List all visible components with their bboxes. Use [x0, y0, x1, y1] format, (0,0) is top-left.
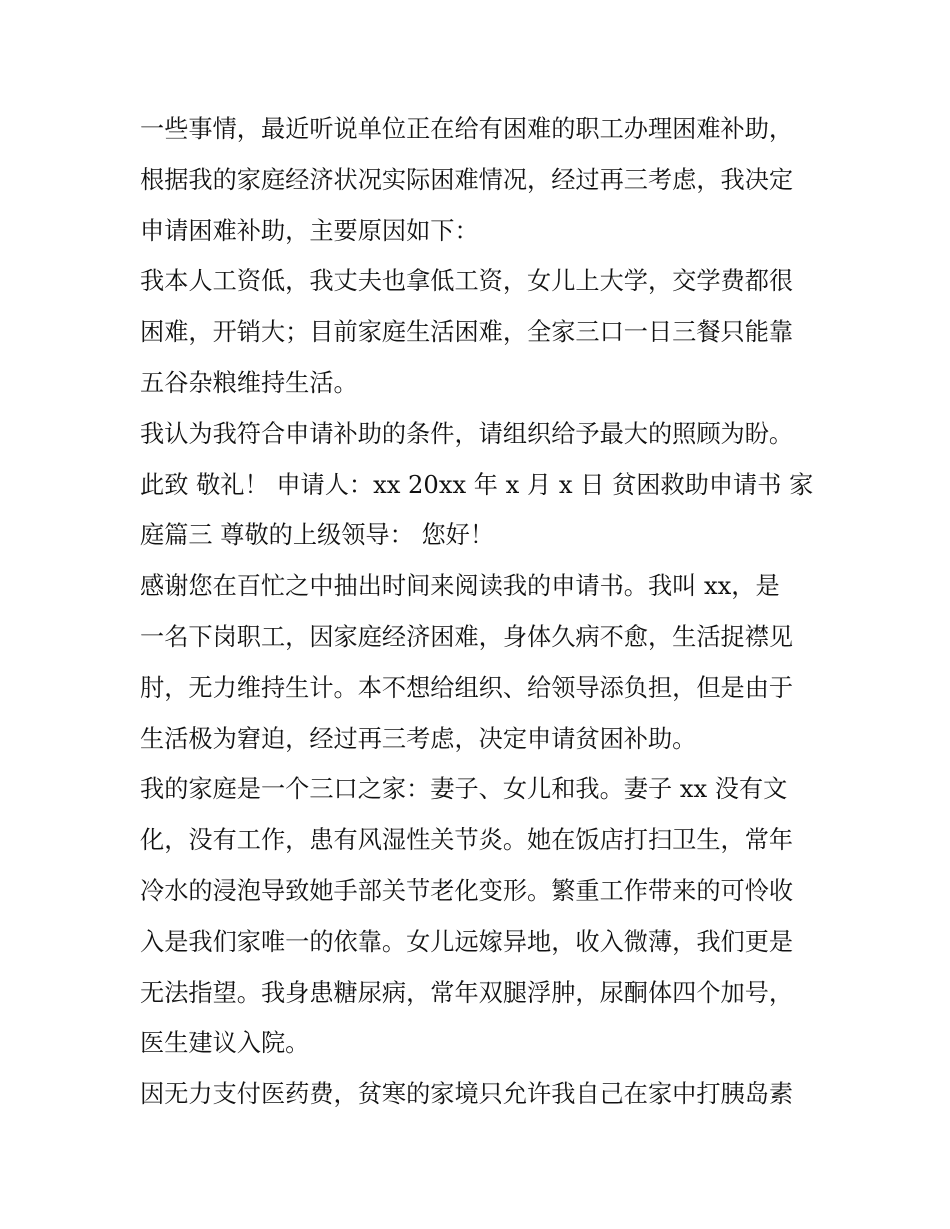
text-line: 肘，无力维持生计。本不想给组织、给领导添负担，但是由于 — [140, 673, 794, 702]
text-line: 生活极为窘迫，经过再三考虑，决定申请贫困补助。 — [140, 724, 697, 753]
text-line: 医生建议入院。 — [140, 1029, 310, 1058]
text-line: 冷水的浸泡导致她手部关节老化变形。繁重工作带来的可怜收 — [140, 876, 794, 905]
text-line: 我本人工资低，我丈夫也拿低工资，女儿上大学，交学费都很 — [140, 267, 794, 296]
text-line: 申请困难补助，主要原因如下： — [140, 216, 479, 245]
text-line: 庭篇三 尊敬的上级领导： 您好！ — [140, 521, 495, 550]
paragraph-4 — [140, 561, 820, 764]
text-line: 一名下岗职工，因家庭经济困难，身体久病不愈，生活捉襟见 — [140, 622, 794, 651]
paragraph-2 — [140, 256, 820, 408]
text-line: 根据我的家庭经济状况实际困难情况，经过再三考虑，我决定 — [140, 165, 794, 194]
text-line: 一些事情，最近听说单位正在给有困难的职工办理困难补助， — [140, 115, 794, 143]
text-line: 五谷杂粮维持生活。 — [140, 368, 358, 397]
document-text — [140, 104, 820, 1120]
text-line: 我认为我符合申请补助的条件，请组织给予最大的照顾为盼。 — [140, 419, 794, 448]
paragraph-1 — [140, 104, 820, 256]
text-line: 此致 敬礼！ 申请人：xx 20xx 年 x 月 x 日 贫困救助申请书 家 — [140, 470, 814, 499]
text-line: 我的家庭是一个三口之家：妻子、女儿和我。妻子 xx 没有文 — [140, 775, 788, 804]
text-line: 入是我们家唯一的依靠。女儿远嫁异地，收入微薄，我们更是 — [140, 927, 794, 956]
text-line: 无法指望。我身患糖尿病，常年双腿浮肿，尿酮体四个加号， — [140, 978, 794, 1007]
paragraph-5 — [140, 764, 820, 1069]
text-line: 感谢您在百忙之中抽出时间来阅读我的申请书。我叫 xx，是 — [140, 572, 780, 601]
paragraph-3 — [140, 409, 820, 561]
text-line: 因无力支付医药费，贫寒的家境只允许我自己在家中打胰岛素 — [140, 1080, 794, 1109]
text-line: 困难，开销大；目前家庭生活困难，全家三口一日三餐只能靠 — [140, 318, 794, 347]
text-line: 化，没有工作，患有风湿性关节炎。她在饭店打扫卫生，常年 — [140, 826, 794, 855]
paragraph-6 — [140, 1069, 820, 1120]
